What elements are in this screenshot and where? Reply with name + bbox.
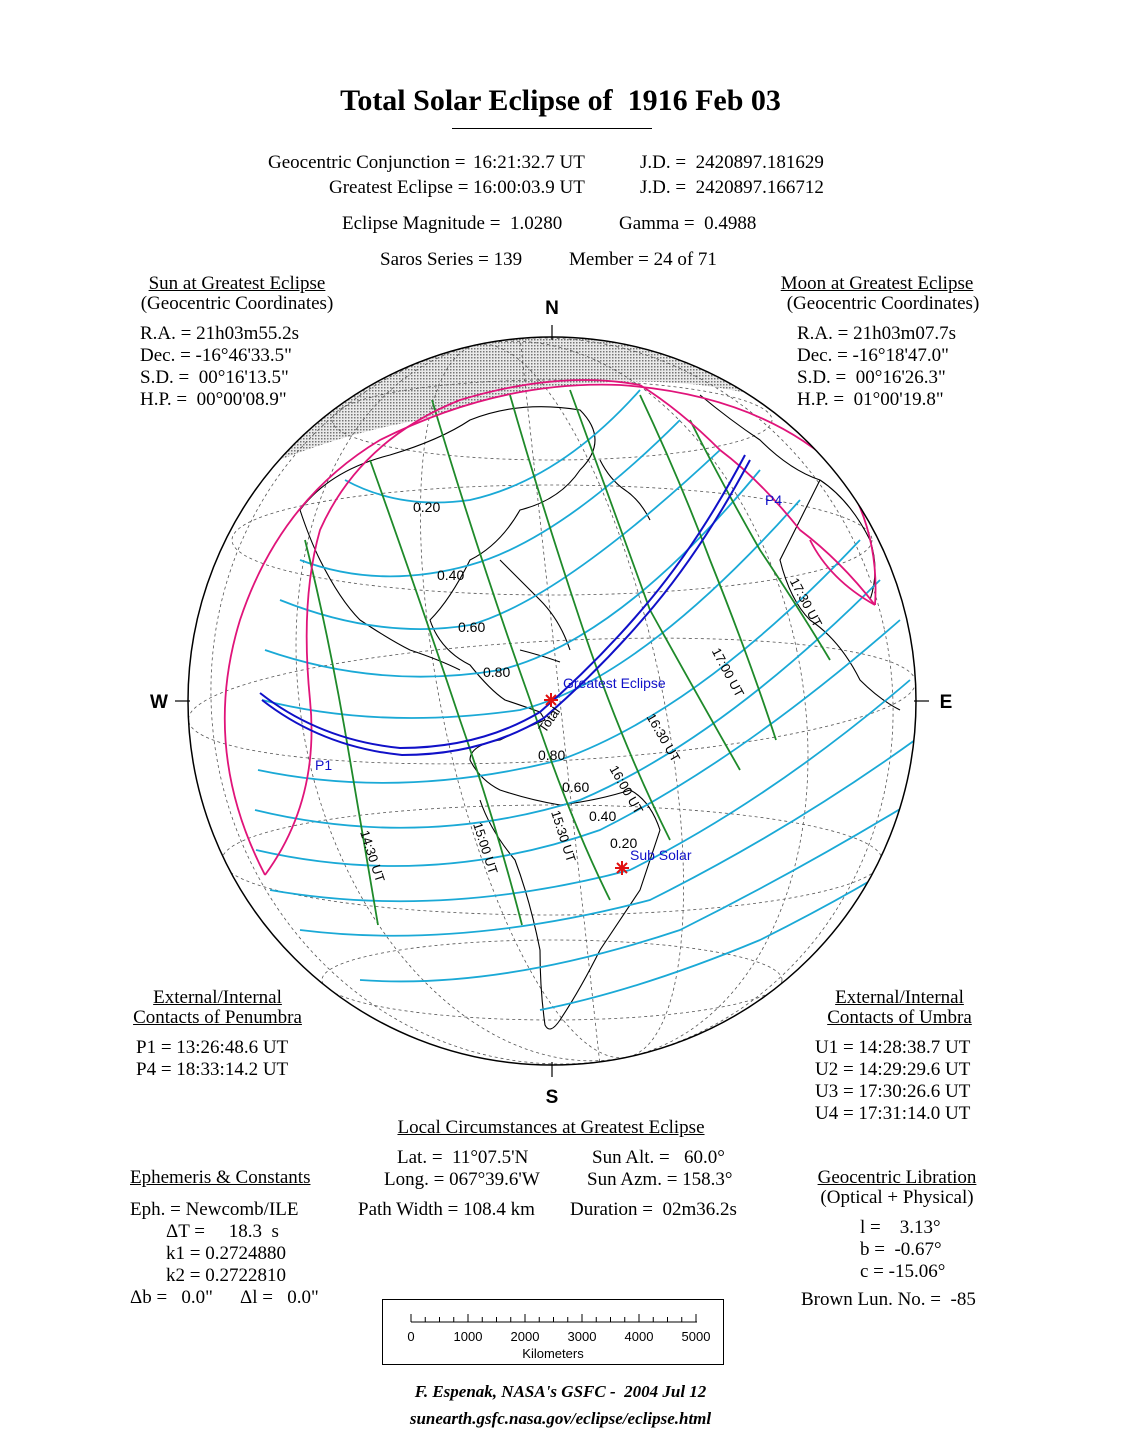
moon-dec: Dec. = -16°18'47.0" [797,345,949,366]
ephemeris-k1: k1 = 0.2724880 [166,1243,286,1264]
sun-hp: H.P. = 00°00'08.9" [140,389,287,410]
scale-tick-label: 4000 [624,1329,654,1344]
moon-hp: H.P. = 01°00'19.8" [797,389,944,410]
scale-tick-label: 0 [407,1329,415,1344]
umbra-u4: U4 = 17:31:14.0 UT [815,1103,971,1124]
ephemeris-delta-t: ΔT = 18.3 s [166,1221,279,1242]
mag-label-north: 0.60 [458,619,486,635]
magnitude-lines [255,390,915,1010]
sub-solar-label: Sub Solar [630,847,692,863]
mag-label-south: 0.60 [562,779,590,795]
brown-lunation: Brown Lun. No. = -85 [801,1289,976,1310]
sun-sd: S.D. = 00°16'13.5" [140,367,289,388]
ephemeris-k2: k2 = 0.2722810 [166,1265,286,1286]
local-path-width: Path Width = 108.4 km [358,1199,535,1220]
mag-label-south: 0.80 [538,747,566,763]
mag-label-south: 0.20 [610,835,638,851]
sun-heading: Sun at Greatest Eclipse [148,273,326,294]
scale-tick-label: 2000 [510,1329,540,1344]
night-region [150,320,930,520]
penumbra-heading-2: Contacts of Penumbra [133,1007,302,1028]
page-title: Total Solar Eclipse of 1916 Feb 03 [340,84,781,117]
mag-label-south: 0.40 [589,808,617,824]
credit: F. Espenak, NASA's GSFC - 2004 Jul 12 [414,1382,707,1401]
scale-ruler [383,1300,723,1364]
conjunction-time: 16:21:32.7 UT [473,152,585,173]
libration-l: l = 3.13° [860,1217,941,1238]
coastlines [300,395,900,1029]
p1-label: P1 [315,757,333,773]
sun-subheading: (Geocentric Coordinates) [140,293,334,314]
local-sun-alt: Sun Alt. = 60.0° [592,1147,725,1168]
libration-heading: Geocentric Libration [817,1167,977,1188]
compass-west: W [150,692,168,713]
scale-bar [382,1299,724,1365]
scale-tick-label: 5000 [681,1329,711,1344]
central-path [260,455,750,755]
time-label: 15:00 UT [470,820,501,876]
scale-tick-label: 1000 [453,1329,483,1344]
umbra-u3: U3 = 17:30:26.6 UT [815,1081,971,1102]
mag-label-north: 0.20 [413,499,441,515]
ephemeris-eph: Eph. = Newcomb/ILE [130,1199,299,1220]
gamma: Gamma = 0.4988 [619,213,757,234]
time-label: 16:30 UT [643,710,684,765]
sub-solar-marker [615,861,629,875]
local-lat: Lat. = 11°07.5'N [397,1147,529,1168]
conjunction-label: Geocentric Conjunction = [268,152,466,173]
compass-north: N [545,298,559,319]
time-label: 17:30 UT [786,575,826,630]
greatest-time: 16:00:03.9 UT [473,177,585,198]
umbra-heading-2: Contacts of Umbra [827,1007,972,1028]
penumbra-p4: P4 = 18:33:14.2 UT [136,1059,289,1080]
sun-ra: R.A. = 21h03m55.2s [140,323,300,344]
scale-unit: Kilometers [522,1346,584,1361]
local-sun-azm: Sun Azm. = 158.3° [587,1169,733,1190]
penumbral-limits [225,380,876,875]
penumbra-p1: P1 = 13:26:48.6 UT [136,1037,289,1058]
time-label: 14:30 UT [357,828,388,884]
ephemeris-delta-b: Δb = 0.0" [130,1287,213,1308]
time-label: 16:00 UT [606,762,647,817]
ephemeris-delta-l: Δl = 0.0" [240,1287,319,1308]
conjunction-jd: J.D. = 2420897.181629 [640,152,824,173]
mag-label-north: 0.80 [483,664,511,680]
time-label: 15:30 UT [548,808,579,864]
scale-tick-label: 3000 [567,1329,597,1344]
umbra-u1: U1 = 14:28:38.7 UT [815,1037,971,1058]
p4-label: P4 [765,492,783,508]
moon-ra: R.A. = 21h03m07.7s [797,323,957,344]
umbra-u2: U2 = 14:29:29.6 UT [815,1059,971,1080]
greatest-eclipse-label: Greatest Eclipse [563,675,666,691]
libration-subheading: (Optical + Physical) [820,1187,974,1208]
penumbra-heading-1: External/Internal [153,987,282,1008]
compass-east: E [939,692,953,713]
local-long: Long. = 067°39.6'W [384,1169,540,1190]
source-url: sunearth.gsfc.nasa.gov/eclipse/eclipse.html [409,1409,712,1428]
mag-label-north: 0.40 [437,567,465,583]
libration-b: b = -0.67° [860,1239,942,1260]
greatest-jd: J.D. = 2420897.166712 [640,177,824,198]
compass-south: S [545,1087,559,1108]
local-duration: Duration = 02m36.2s [570,1199,737,1220]
moon-sd: S.D. = 00°16'26.3" [797,367,946,388]
greatest-label: Greatest Eclipse = [329,177,469,198]
local-heading: Local Circumstances at Greatest Eclipse [397,1117,705,1138]
eclipse-magnitude: Eclipse Magnitude = 1.0280 [342,213,563,234]
moon-subheading: (Geocentric Coordinates) [786,293,980,314]
sun-dec: Dec. = -16°46'33.5" [140,345,292,366]
umbra-heading-1: External/Internal [835,987,964,1008]
saros-series: Saros Series = 139 [380,249,523,270]
ephemeris-heading: Ephemeris & Constants [130,1167,311,1188]
moon-heading: Moon at Greatest Eclipse [780,273,974,294]
total-label: Total [535,704,564,736]
time-label: 17:00 UT [708,645,748,700]
saros-member: Member = 24 of 71 [569,249,717,270]
libration-c: c = -15.06° [860,1261,946,1282]
